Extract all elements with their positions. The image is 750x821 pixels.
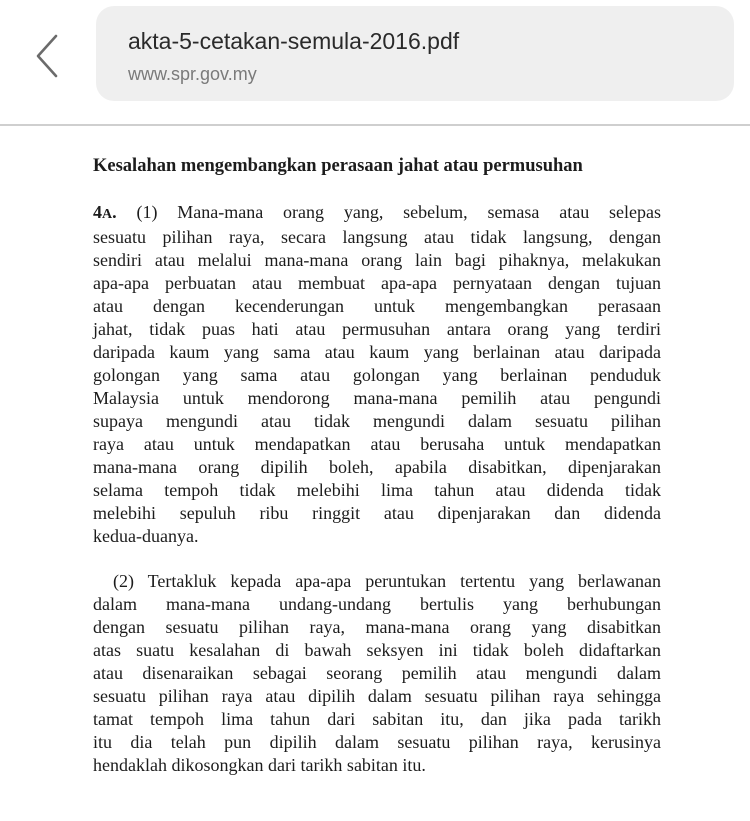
paragraph-line: selama tempoh tidak melebihi lima tahun atau didenda tidak	[93, 480, 661, 500]
paragraph-line: melebihi sepuluh ribu ringgit atau dipenjarakan dan didenda	[93, 503, 661, 523]
paragraph-line: 4A. (1) Mana-mana orang yang, sebelum, semasa atau selepas	[93, 202, 662, 222]
paragraph-line: itu dia telah pun dipilih dalam sesuatu pilihan raya, kerusinya	[93, 732, 661, 752]
paragraph-line: apa-apa perbuatan atau membuat apa-apa pernyataan dengan tujuan	[93, 273, 661, 293]
paragraph-line: atau disenaraikan sebagai seorang pemilih atau mengundi dalam	[93, 663, 661, 683]
paragraph-line: dalam mana-mana undang-undang bertulis yang berhubungan	[93, 594, 661, 614]
paragraph-line: mana-mana orang dipilih boleh, apabila disabitkan, dipenjarakan	[93, 457, 661, 477]
paragraph-line: hendaklah dikosongkan dari tarikh sabitan itu.	[93, 755, 426, 775]
paragraph-line: Malaysia untuk mendorong mana-mana pemilih atau pengundi	[93, 388, 661, 408]
paragraph-1	[93, 201, 661, 548]
site-domain: www.spr.gov.my	[128, 64, 257, 84]
paragraph-line: dengan sesuatu pilihan raya, mana-mana orang yang disabitkan	[93, 617, 661, 637]
file-title: akta-5-cetakan-semula-2016.pdf	[128, 28, 460, 54]
address-bar[interactable]	[96, 6, 734, 101]
paragraph-line: atau dengan kecenderungan untuk mengembangkan perasaan	[93, 296, 661, 316]
back-button[interactable]	[18, 28, 74, 84]
paragraph-line: golongan yang sama atau golongan yang berlainan penduduk	[93, 365, 661, 385]
toolbar-divider	[0, 124, 750, 126]
paragraph-line: (2) Tertakluk kepada apa-apa peruntukan tertentu yang berlawanan	[113, 571, 661, 591]
browser-toolbar	[0, 0, 750, 124]
paragraph-line: sendiri atau melalui mana-mana orang lain bagi pihaknya, melakukan	[93, 250, 661, 270]
pdf-page-content	[93, 153, 661, 777]
paragraph-line: tamat tempoh lima tahun dari sabitan itu, dan jika pada tarikh	[93, 709, 661, 729]
paragraph-2	[93, 570, 661, 777]
paragraph-line: sesuatu pilihan raya atau dipilih dalam sesuatu pilihan raya sehingga	[93, 686, 661, 706]
paragraph-line: atas suatu kesalahan di bawah seksyen ini tidak boleh didaftarkan	[93, 640, 661, 660]
paragraph-line: jahat, tidak puas hati atau permusuhan antara orang yang terdiri	[93, 319, 661, 339]
paragraph-line: kedua-duanya.	[93, 526, 199, 546]
paragraph-line: sesuatu pilihan raya, secara langsung atau tidak langsung, dengan	[93, 227, 661, 247]
chevron-left-icon	[18, 28, 74, 84]
section-heading: Kesalahan mengembangkan perasaan jahat atau permusuhan	[93, 156, 583, 176]
paragraph-line: supaya mengundi atau tidak mengundi dalam sesuatu pilihan	[93, 411, 661, 431]
paragraph-line: daripada kaum yang sama atau kaum yang berlainan atau daripada	[93, 342, 661, 362]
paragraph-line: raya atau untuk mendapatkan atau berusaha untuk mendapatkan	[93, 434, 661, 454]
section-number: 4A.	[93, 202, 117, 222]
